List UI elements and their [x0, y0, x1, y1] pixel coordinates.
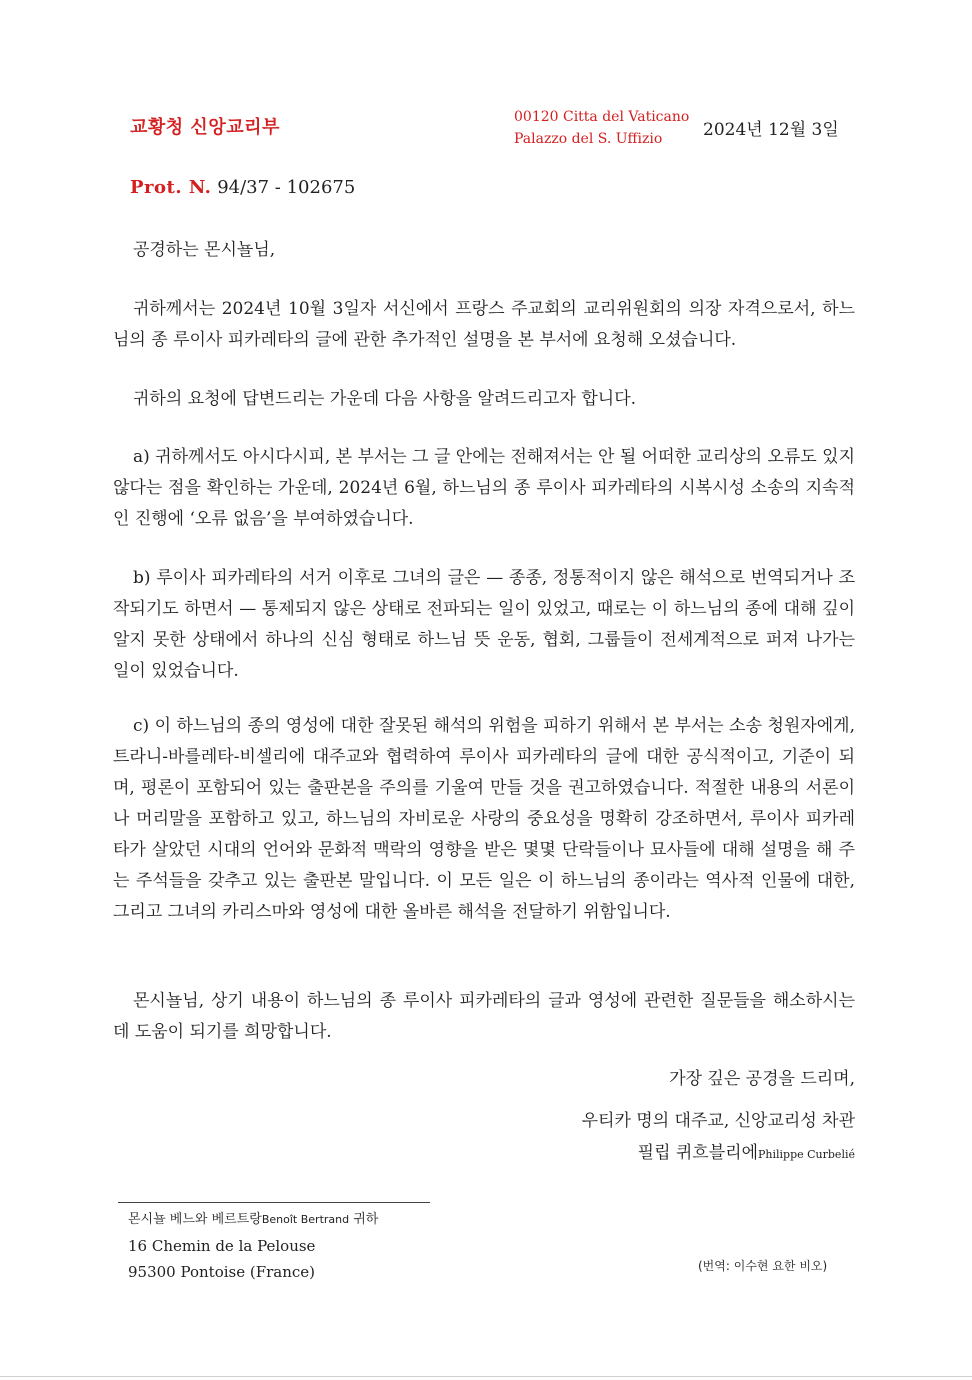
protocol-number-line	[130, 177, 355, 198]
protocol-number: 94/37 - 102675	[217, 177, 356, 198]
footer-divider	[118, 1202, 430, 1203]
vatican-address	[514, 106, 689, 150]
address-line-2: Palazzo del S. Uffizio	[514, 131, 663, 147]
recipient-address	[128, 1207, 378, 1285]
closing-regards: 가장 깊은 공경을 드리며,	[669, 1069, 855, 1089]
salutation: 공경하는 몬시뇰님,	[133, 240, 276, 260]
paragraph-intro: 귀하께서는 2024년 10월 3일자 서신에서 프랑스 주교회의 교리위원회의 의장 자격으로서, 하느님의 종 루이사 피카레타의 글에 관한 추가적인 설명을 본 부서에 요청해 오셨습니다.	[113, 299, 855, 350]
signer-name-korean: 필립 퀴흐블리에	[637, 1143, 758, 1163]
department-name: 교황청 신앙교리부	[130, 117, 280, 138]
paragraph-b: b) 루이사 피카레타의 서거 이후로 그녀의 글은 — 종종, 정통적이지 않은 해석으로 번역되거나 조작되기도 하면서 — 통제되지 않은 상태로 전파되는 일이 있었고, 때로는 이 하느님의 종에 대해 깊이 알지 못한 상태에서 하나의 신심 형태로 하느님 뜻 운동, 협회, 그룹들이 전세계적으로 퍼져 나가는 일이 있었습니다.	[113, 568, 855, 681]
signer-title: 우티카 명의 대주교, 신앙교리성 차관	[581, 1111, 855, 1131]
recipient-name: 몬시뇰 베느와 베르트랑Benoît Bertrand 귀하	[128, 1212, 379, 1227]
letter-date: 2024년 12월 3일	[703, 120, 839, 140]
paragraph-conclusion: 몬시뇰님, 상기 내용이 하느님의 종 루이사 피카레타의 글과 영성에 관련한 질문들을 해소하시는 데 도움이 되기를 희망합니다.	[113, 991, 855, 1042]
address-line-1: 00120 Citta del Vaticano	[514, 109, 690, 125]
translator-note: (번역: 이수현 요한 비오)	[698, 1259, 828, 1273]
recipient-street: 16 Chemin de la Pelouse	[128, 1237, 316, 1255]
page-bottom-edge	[0, 1376, 972, 1377]
paragraph-response: 귀하의 요청에 답변드리는 가운데 다음 사항을 알려드리고자 합니다.	[133, 389, 637, 409]
paragraph-c: c) 이 하느님의 종의 영성에 대한 잘못된 해석의 위험을 피하기 위해서 본 부서는 소송 청원자에게, 트라니-바를레타-비셀리에 대주교와 협력하여 루이사 피카레타의 글에 대한 공식적이고, 기준이 되며, 평론이 포함되어 있는 출판본을 주의를 기울여 만들 것을 권고하였습니다. 적절한 내용의 서론이나 머리말을 포함하고 있고, 하느님의 자비로운 사랑의 중요성을 명확히 강조하면서, 루이사 피카레타가 살았던 시대의 언어와 문화적 맥락의 영향을 받은 몇몇 단락들이나 묘사들에 대해 설명을 해 주는 주석들을 갖추고 있는 출판본 말입니다. 이 모든 일은 이 하느님의 종이라는 역사적 인물에 대한, 그리고 그녀의 카리스마와 영성에 대한 올바른 해석을 전달하기 위함입니다.	[113, 716, 855, 922]
signer-name-line	[638, 1138, 855, 1163]
protocol-label: Prot. N.	[130, 177, 212, 198]
recipient-city: 95300 Pontoise (France)	[128, 1263, 316, 1281]
paragraph-a: a) 귀하께서도 아시다시피, 본 부서는 그 글 안에는 전해져서는 안 될 어떠한 교리상의 오류도 있지 않다는 점을 확인하는 가운데, 2024년 6월, 하느님의 종 루이사 피카레타의 시복시성 소송의 지속적인 진행에 ‘오류 없음’을 부여하였습니다.	[113, 447, 855, 529]
signer-name-latin: Philippe Curbelié	[758, 1148, 855, 1161]
